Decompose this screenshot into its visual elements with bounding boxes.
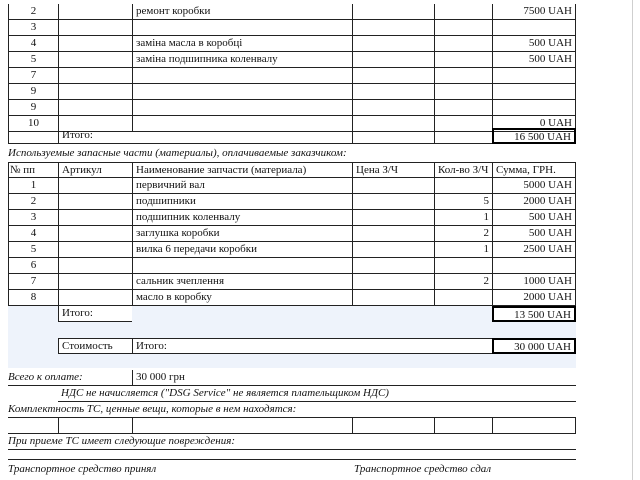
parts-row-number: 2 — [8, 194, 58, 210]
work-row-price — [352, 52, 434, 68]
work-row-article — [58, 84, 132, 100]
parts-row — [8, 194, 576, 210]
damages-label: При приеме ТС имеет следующие повреждения: — [8, 434, 576, 450]
parts-row-sum — [492, 258, 576, 274]
work-row-price — [352, 4, 434, 20]
work-row-qty — [434, 20, 492, 36]
parts-row-name: первичний вал — [132, 178, 352, 194]
work-row — [8, 36, 576, 52]
parts-row-sum: 5000 UAH — [492, 178, 576, 194]
work-total-sum: 16 500 UAH — [492, 128, 576, 144]
work-row-name — [132, 20, 352, 36]
work-row-number: 4 — [8, 36, 58, 52]
parts-row-article — [58, 258, 132, 274]
header-article: Артикул — [58, 162, 132, 178]
parts-row-number: 3 — [8, 210, 58, 226]
parts-row-number: 6 — [8, 258, 58, 274]
work-row-number: 3 — [8, 20, 58, 36]
work-row — [8, 4, 576, 20]
parts-row-qty: 1 — [434, 210, 492, 226]
work-row-number: 10 — [8, 116, 58, 132]
work-row-number: 2 — [8, 4, 58, 20]
work-row-sum — [492, 68, 576, 84]
parts-row-price — [352, 258, 434, 274]
parts-row — [8, 178, 576, 194]
parts-row — [8, 290, 576, 306]
parts-row-qty — [434, 290, 492, 306]
parts-row-article — [58, 226, 132, 242]
work-total-row — [8, 128, 576, 144]
completeness-row — [8, 402, 576, 418]
work-row-price — [352, 36, 434, 52]
to-pay-row — [8, 370, 576, 386]
damages-row — [8, 434, 576, 450]
work-row — [8, 100, 576, 116]
parts-row-article — [58, 210, 132, 226]
work-row-price — [352, 20, 434, 36]
parts-row-name: заглушка коробки — [132, 226, 352, 242]
parts-caption-row — [8, 146, 576, 162]
right-margin — [632, 0, 640, 480]
parts-row — [8, 226, 576, 242]
work-row-price — [352, 84, 434, 100]
cost-row — [8, 338, 576, 354]
parts-row — [8, 258, 576, 274]
parts-row-sum: 1000 UAH — [492, 274, 576, 290]
work-row-number: 7 — [8, 68, 58, 84]
work-row — [8, 68, 576, 84]
parts-row-name: подшипники — [132, 194, 352, 210]
parts-row-name: вилка 6 передачи коробки — [132, 242, 352, 258]
parts-row — [8, 210, 576, 226]
work-row-sum — [492, 84, 576, 100]
completeness-label: Комплектность ТС, ценные вещи, которые в нем находятся: — [8, 402, 576, 418]
header-price: Цена З/Ч — [352, 162, 434, 178]
parts-row-price — [352, 242, 434, 258]
parts-row-qty: 2 — [434, 274, 492, 290]
parts-row-price — [352, 210, 434, 226]
work-row-price — [352, 100, 434, 116]
parts-row-sum: 500 UAH — [492, 210, 576, 226]
work-row-name — [132, 84, 352, 100]
header-number: № пп — [8, 162, 58, 178]
work-row — [8, 84, 576, 100]
parts-row-article — [58, 178, 132, 194]
parts-row-name: сальник зчеплення — [132, 274, 352, 290]
parts-row-article — [58, 194, 132, 210]
parts-row-number: 1 — [8, 178, 58, 194]
parts-total-label: Итого: — [58, 306, 132, 322]
work-row — [8, 20, 576, 36]
parts-row-sum: 2500 UAH — [492, 242, 576, 258]
parts-row-price — [352, 226, 434, 242]
work-row — [8, 52, 576, 68]
header-qty: Кол-во З/Ч — [434, 162, 492, 178]
damages-blank-row — [8, 450, 576, 460]
work-row-sum: 500 UAH — [492, 52, 576, 68]
work-row-name: заміна подшипника коленвалу — [132, 52, 352, 68]
work-row-number: 9 — [8, 100, 58, 116]
work-row-qty — [434, 84, 492, 100]
work-row-name: заміна масла в коробці — [132, 36, 352, 52]
parts-row-price — [352, 178, 434, 194]
work-row-number: 9 — [8, 84, 58, 100]
parts-row-article — [58, 242, 132, 258]
work-row-sum: 0 UAH — [492, 116, 576, 132]
work-row-sum: 7500 UAH — [492, 4, 576, 20]
parts-row-article — [58, 274, 132, 290]
work-row-price — [352, 68, 434, 84]
parts-row-price — [352, 194, 434, 210]
cost-total-sum: 30 000 UAH — [492, 338, 576, 354]
parts-row-name: масло в коробку — [132, 290, 352, 306]
parts-caption: Используемые запасные части (материалы), оплачиваемые заказчиком: — [8, 147, 347, 159]
parts-row — [8, 242, 576, 258]
work-row-name — [132, 100, 352, 116]
signature-row — [8, 462, 576, 478]
parts-header-row — [8, 162, 576, 178]
parts-row-qty — [434, 178, 492, 194]
cost-total-label: Итого: — [132, 338, 352, 354]
parts-row-qty: 2 — [434, 226, 492, 242]
vat-note-row — [8, 386, 576, 402]
parts-row-number: 5 — [8, 242, 58, 258]
work-row-name: ремонт коробки — [132, 4, 352, 20]
parts-row-number: 7 — [8, 274, 58, 290]
parts-row-name: подшипник коленвалу — [132, 210, 352, 226]
parts-row-price — [352, 274, 434, 290]
handed-label: Транспортное средство сдал — [354, 463, 492, 475]
parts-total-row — [8, 306, 576, 322]
accepted-label: Транспортное средство принял — [8, 463, 157, 475]
parts-row-qty: 1 — [434, 242, 492, 258]
work-row-article — [58, 20, 132, 36]
work-row-sum: 500 UAH — [492, 36, 576, 52]
work-row-article — [58, 4, 132, 20]
vat-note: НДС не начисляется ("DSG Service" не является плательщиком НДС) — [58, 386, 576, 402]
work-row-article — [58, 68, 132, 84]
work-row-qty — [434, 36, 492, 52]
parts-row-qty: 5 — [434, 194, 492, 210]
work-row-qty — [434, 4, 492, 20]
parts-row-qty — [434, 258, 492, 274]
parts-row-sum: 500 UAH — [492, 226, 576, 242]
work-row-article — [58, 52, 132, 68]
parts-row — [8, 274, 576, 290]
parts-row-sum: 2000 UAH — [492, 194, 576, 210]
parts-row-article — [58, 290, 132, 306]
work-row-qty — [434, 52, 492, 68]
parts-row-number: 8 — [8, 290, 58, 306]
parts-row-price — [352, 290, 434, 306]
work-row-qty — [434, 100, 492, 116]
work-row-name — [132, 68, 352, 84]
to-pay-label: Всего к оплате: — [8, 370, 132, 386]
parts-row-sum: 2000 UAH — [492, 290, 576, 306]
parts-row-name — [132, 258, 352, 274]
header-sum: Сумма, ГРН. — [492, 162, 576, 178]
work-row-qty — [434, 68, 492, 84]
work-row-number: 5 — [8, 52, 58, 68]
to-pay-value: 30 000 грн — [132, 370, 352, 386]
cost-label: Стоимость — [58, 338, 132, 354]
parts-total-sum: 13 500 UAH — [492, 306, 576, 322]
work-row-article — [58, 100, 132, 116]
work-row-article — [58, 36, 132, 52]
work-row-sum — [492, 100, 576, 116]
spacer-row — [8, 322, 576, 338]
header-part-name: Наименование запчасти (материала) — [132, 162, 352, 178]
work-row-sum — [492, 20, 576, 36]
parts-row-number: 4 — [8, 226, 58, 242]
completeness-blank-row — [8, 418, 576, 434]
work-total-label: Итого: — [58, 128, 132, 144]
